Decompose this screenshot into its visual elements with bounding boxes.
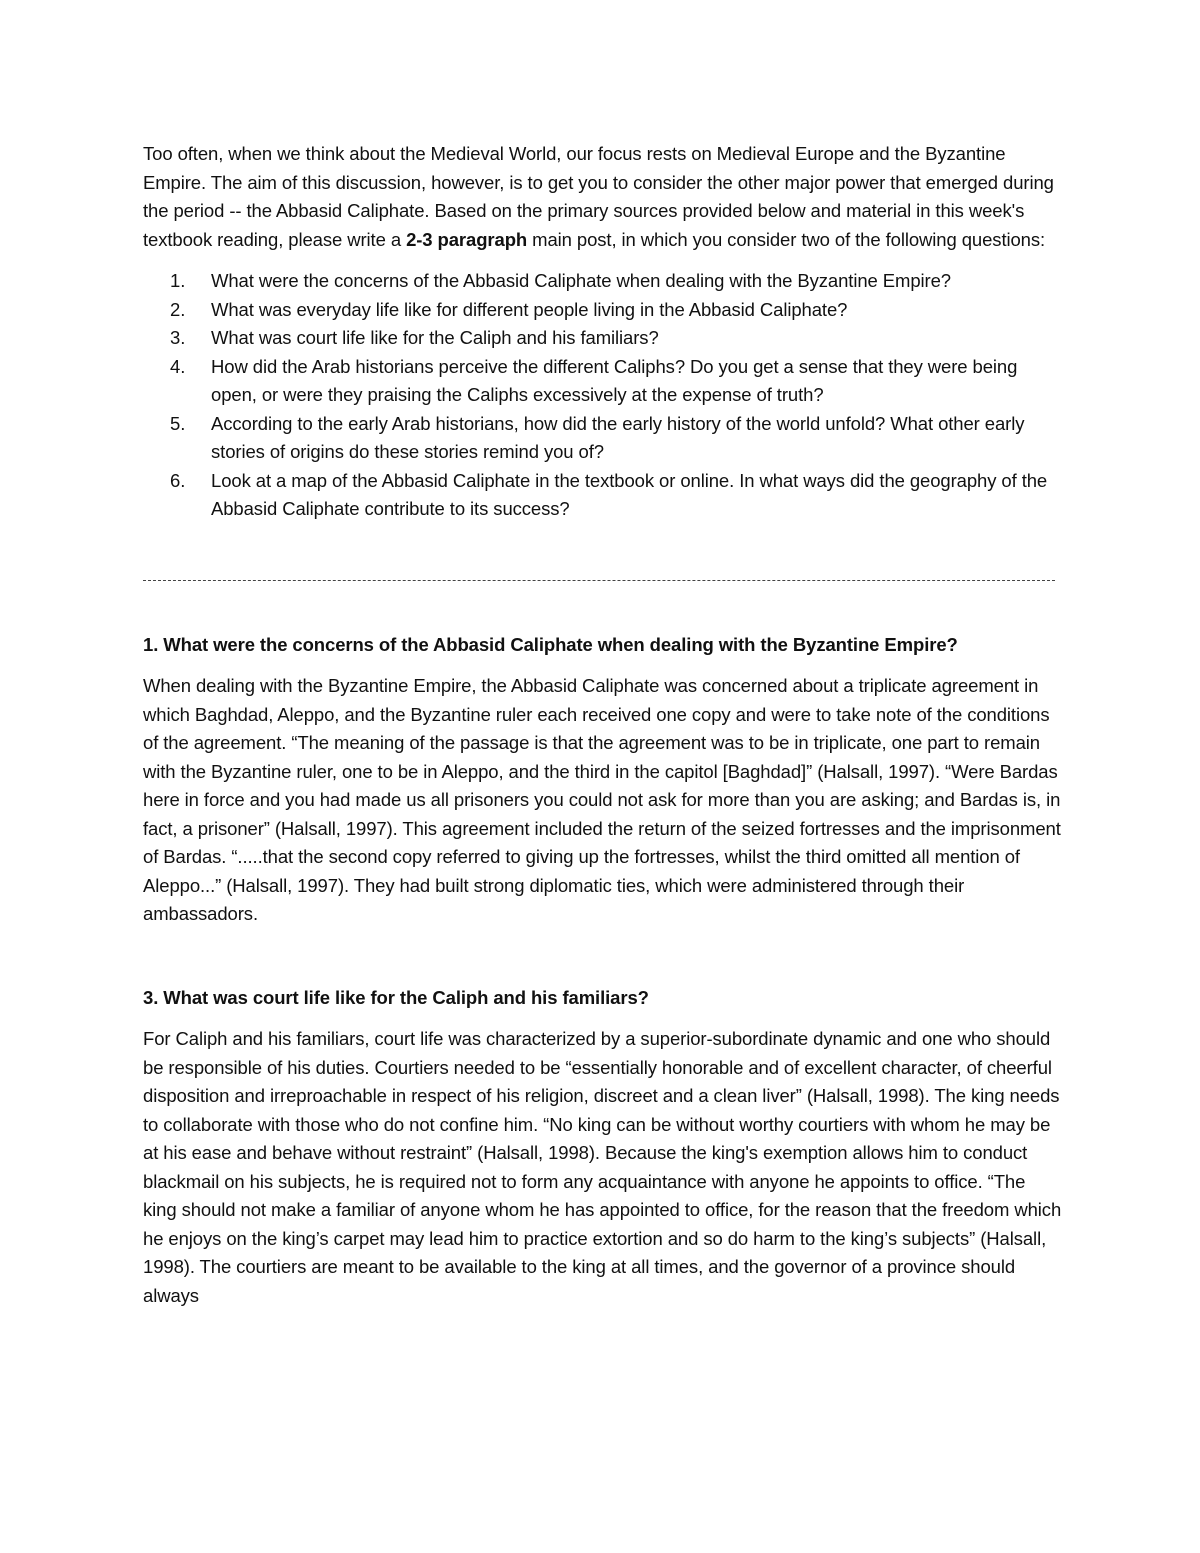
answer-1-body: When dealing with the Byzantine Empire, the Abbasid Caliphate was concerned about a triplicate agreement in which Baghdad, Aleppo, and the Byzantine ruler each received one copy and were to take note of the conditions of the agreement. “The meaning of the passage is that the agreement was to be in triplicate, one part to remain with the Byzantine ruler, one to be in Aleppo, and the third in the capitol [Baghdad]” (Halsall, 1997). “Were Bardas here in force and you had made us all prisoners you could not ask for more than you are asking; and Bardas is, in fact, a prisoner” (Halsall, 1997). This agreement included the return of the seized fortresses and the imprisonment of Bardas. “.....that the second copy referred to giving up the fortresses, whilst the third omitted all mention of Aleppo...” (Halsall, 1997). They had built strong diplomatic ties, which were administered through their ambassadors. — [143, 675, 1061, 924]
intro-bold-text: 2-3 paragraph — [406, 228, 528, 250]
list-item — [143, 467, 1063, 524]
question-list — [143, 267, 1063, 524]
list-item-text: Look at a map of the Abbasid Caliphate in the textbook or online. In what ways did the geography of the Abbasid Caliphate contribute to its success? — [211, 469, 1048, 519]
dashed-divider — [143, 580, 1055, 581]
list-item-number: 6. — [170, 469, 186, 491]
answer-3-heading: 3. What was court life like for the Caliph and his familiars? — [143, 986, 649, 1008]
list-item-text: According to the early Arab historians, how did the early history of the world unfold? What other early stories of origins do these stories remind you of? — [211, 412, 1025, 462]
list-item-text: How did the Arab historians perceive the different Caliphs? Do you get a sense that they were being open, or were they praising the Caliphs excessively at the expense of truth? — [211, 355, 1018, 405]
list-item-text: What was everyday life like for different people living in the Abbasid Caliphate? — [211, 298, 848, 320]
list-item-text: What was court life like for the Caliph and his familiars? — [211, 327, 659, 348]
answer-1-heading: 1. What were the concerns of the Abbasid Caliphate when dealing with the Byzantine Empire? — [143, 633, 958, 655]
list-item — [143, 410, 1063, 467]
list-item-number: 1. — [170, 270, 186, 291]
list-item-number: 3. — [170, 327, 186, 348]
list-item — [143, 296, 1063, 325]
intro-paragraph — [143, 140, 1063, 254]
list-item-number: 2. — [170, 298, 186, 320]
answer-3-body: For Caliph and his familiars, court life was characterized by a superior-subordinate dynamic and one who should be responsible of his duties. Courtiers needed to be “essentially honorable and of excellent character, of cheerful disposition and irreproachable in respect of his religion, discreet and a clean liver” (Halsall, 1998). The king needs to collaborate with those who do not confine him. “No king can be without worthy courtiers with whom he may be at his ease and behave without restraint” (Halsall, 1998). Because the king's exemption allows him to conduct blackmail on his subjects, he is required not to form any acquaintance with anyone he appoints to office. “The king should not make a familiar of anyone whom he has appointed to office, for the reason that the freedom which he enjoys on the king’s carpet may lead him to practice extortion and so do harm to the king’s subjects” (Halsall, 1998). The courtiers are meant to be available to the king at all times, and the governor of a province should always — [143, 1028, 1062, 1306]
list-item — [143, 267, 1063, 296]
list-item-number: 5. — [170, 412, 186, 434]
document-page — [143, 140, 1063, 1310]
list-item — [143, 324, 1063, 353]
list-item-number: 4. — [170, 355, 186, 377]
intro-text-end: main post, in which you consider two of the following questions: — [527, 228, 1046, 250]
list-item — [143, 353, 1063, 410]
list-item-text: What were the concerns of the Abbasid Caliphate when dealing with the Byzantine Empire? — [211, 270, 951, 291]
intro-text-start: Too often, when we think about the Medieval World, our focus rests on Medieval Europe and the Byzantine Empire. The aim of this discussion, however, is to get you to consider the other major power that emerged during the period -- the Abbasid Caliphate. Based on the primary sources provided below and material in this week's textbook reading, please write a — [143, 143, 1054, 250]
